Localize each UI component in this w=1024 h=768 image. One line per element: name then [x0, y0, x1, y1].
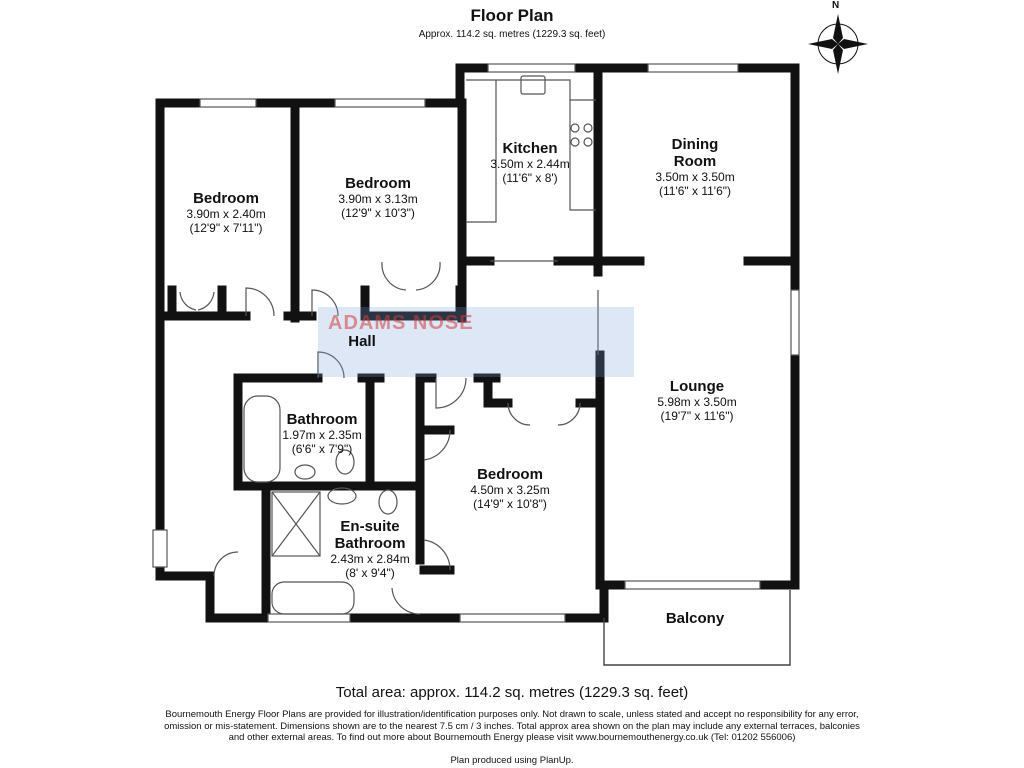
room-name: Bedroom: [345, 175, 411, 192]
room-ensuite: [318, 518, 422, 580]
room-imperial: (6'6" x 7'9"): [291, 442, 353, 456]
compass-north-label: N: [832, 0, 840, 11]
room-hall: [340, 333, 384, 350]
room-metric: 4.50m x 3.25m: [470, 483, 550, 497]
room-name: Bedroom: [477, 466, 543, 483]
room-name: Kitchen: [502, 140, 558, 157]
room-name: Hall: [348, 333, 376, 350]
total-area: Total area: approx. 114.2 sq. metres (1229.3 sq. feet): [335, 684, 689, 701]
watermark-text: ADAMS NOSE: [328, 312, 474, 334]
balcony-outline: [604, 590, 790, 665]
room-imperial: (12'9" x 10'3"): [341, 206, 415, 220]
room-metric: 3.90m x 2.40m: [186, 207, 266, 221]
room-name: Balcony: [665, 610, 725, 627]
room-bedroom-middle: [318, 175, 438, 220]
room-imperial: (11'6" x 8'): [502, 171, 558, 185]
room-name-line1: En-suite: [340, 518, 400, 535]
room-metric: 3.90m x 3.13m: [338, 192, 418, 206]
room-metric: 1.97m x 2.35m: [282, 428, 362, 442]
room-name-line2: Room: [673, 153, 717, 170]
plan-title: Floor Plan: [470, 6, 554, 25]
room-metric: 2.43m x 2.84m: [330, 552, 410, 566]
room-metric: 3.50m x 2.44m: [490, 157, 570, 171]
disclaimer-text: Bournemouth Energy Floor Plans are provided for illustration/identification purposes only. Not drawn to scale, unless stated and accept no responsibility for any error, omission or mis-statement. Dimensions shown are to the nearest 7.5 cm / 3 inches. Total approx area shown on the plan may include any external terraces, balconies and other external areas. To find out more about Bournemouth Energy please visit www.bournemouthenergy.co.uk (Tel: 01202 556006): [164, 709, 860, 743]
room-imperial: (8' x 9'4"): [345, 566, 395, 580]
room-bathroom: [274, 411, 370, 456]
room-name-line1: Dining: [671, 136, 719, 153]
room-bedroom-left: [170, 190, 282, 235]
room-name: Bathroom: [286, 411, 358, 428]
plan-subtitle: Approx. 114.2 sq. metres (1229.3 sq. feet): [418, 29, 606, 40]
room-name: Lounge: [669, 378, 725, 395]
room-imperial: (19'7" x 11'6"): [660, 409, 734, 423]
room-imperial: (12'9" x 7'11"): [189, 221, 263, 235]
room-name-line2: Bathroom: [334, 535, 406, 552]
room-name: Bedroom: [193, 190, 259, 207]
room-imperial: (14'9" x 10'8"): [473, 497, 547, 511]
room-metric: 5.98m x 3.50m: [657, 395, 737, 409]
room-balcony: [650, 610, 740, 627]
room-dining: [640, 136, 750, 198]
room-kitchen: [478, 140, 582, 185]
room-imperial: (11'6" x 11'6"): [658, 184, 732, 198]
room-bedroom-lower: [458, 466, 562, 511]
room-lounge: [642, 378, 752, 423]
room-metric: 3.50m x 3.50m: [655, 170, 735, 184]
produced-by: Plan produced using PlanUp.: [450, 755, 574, 766]
